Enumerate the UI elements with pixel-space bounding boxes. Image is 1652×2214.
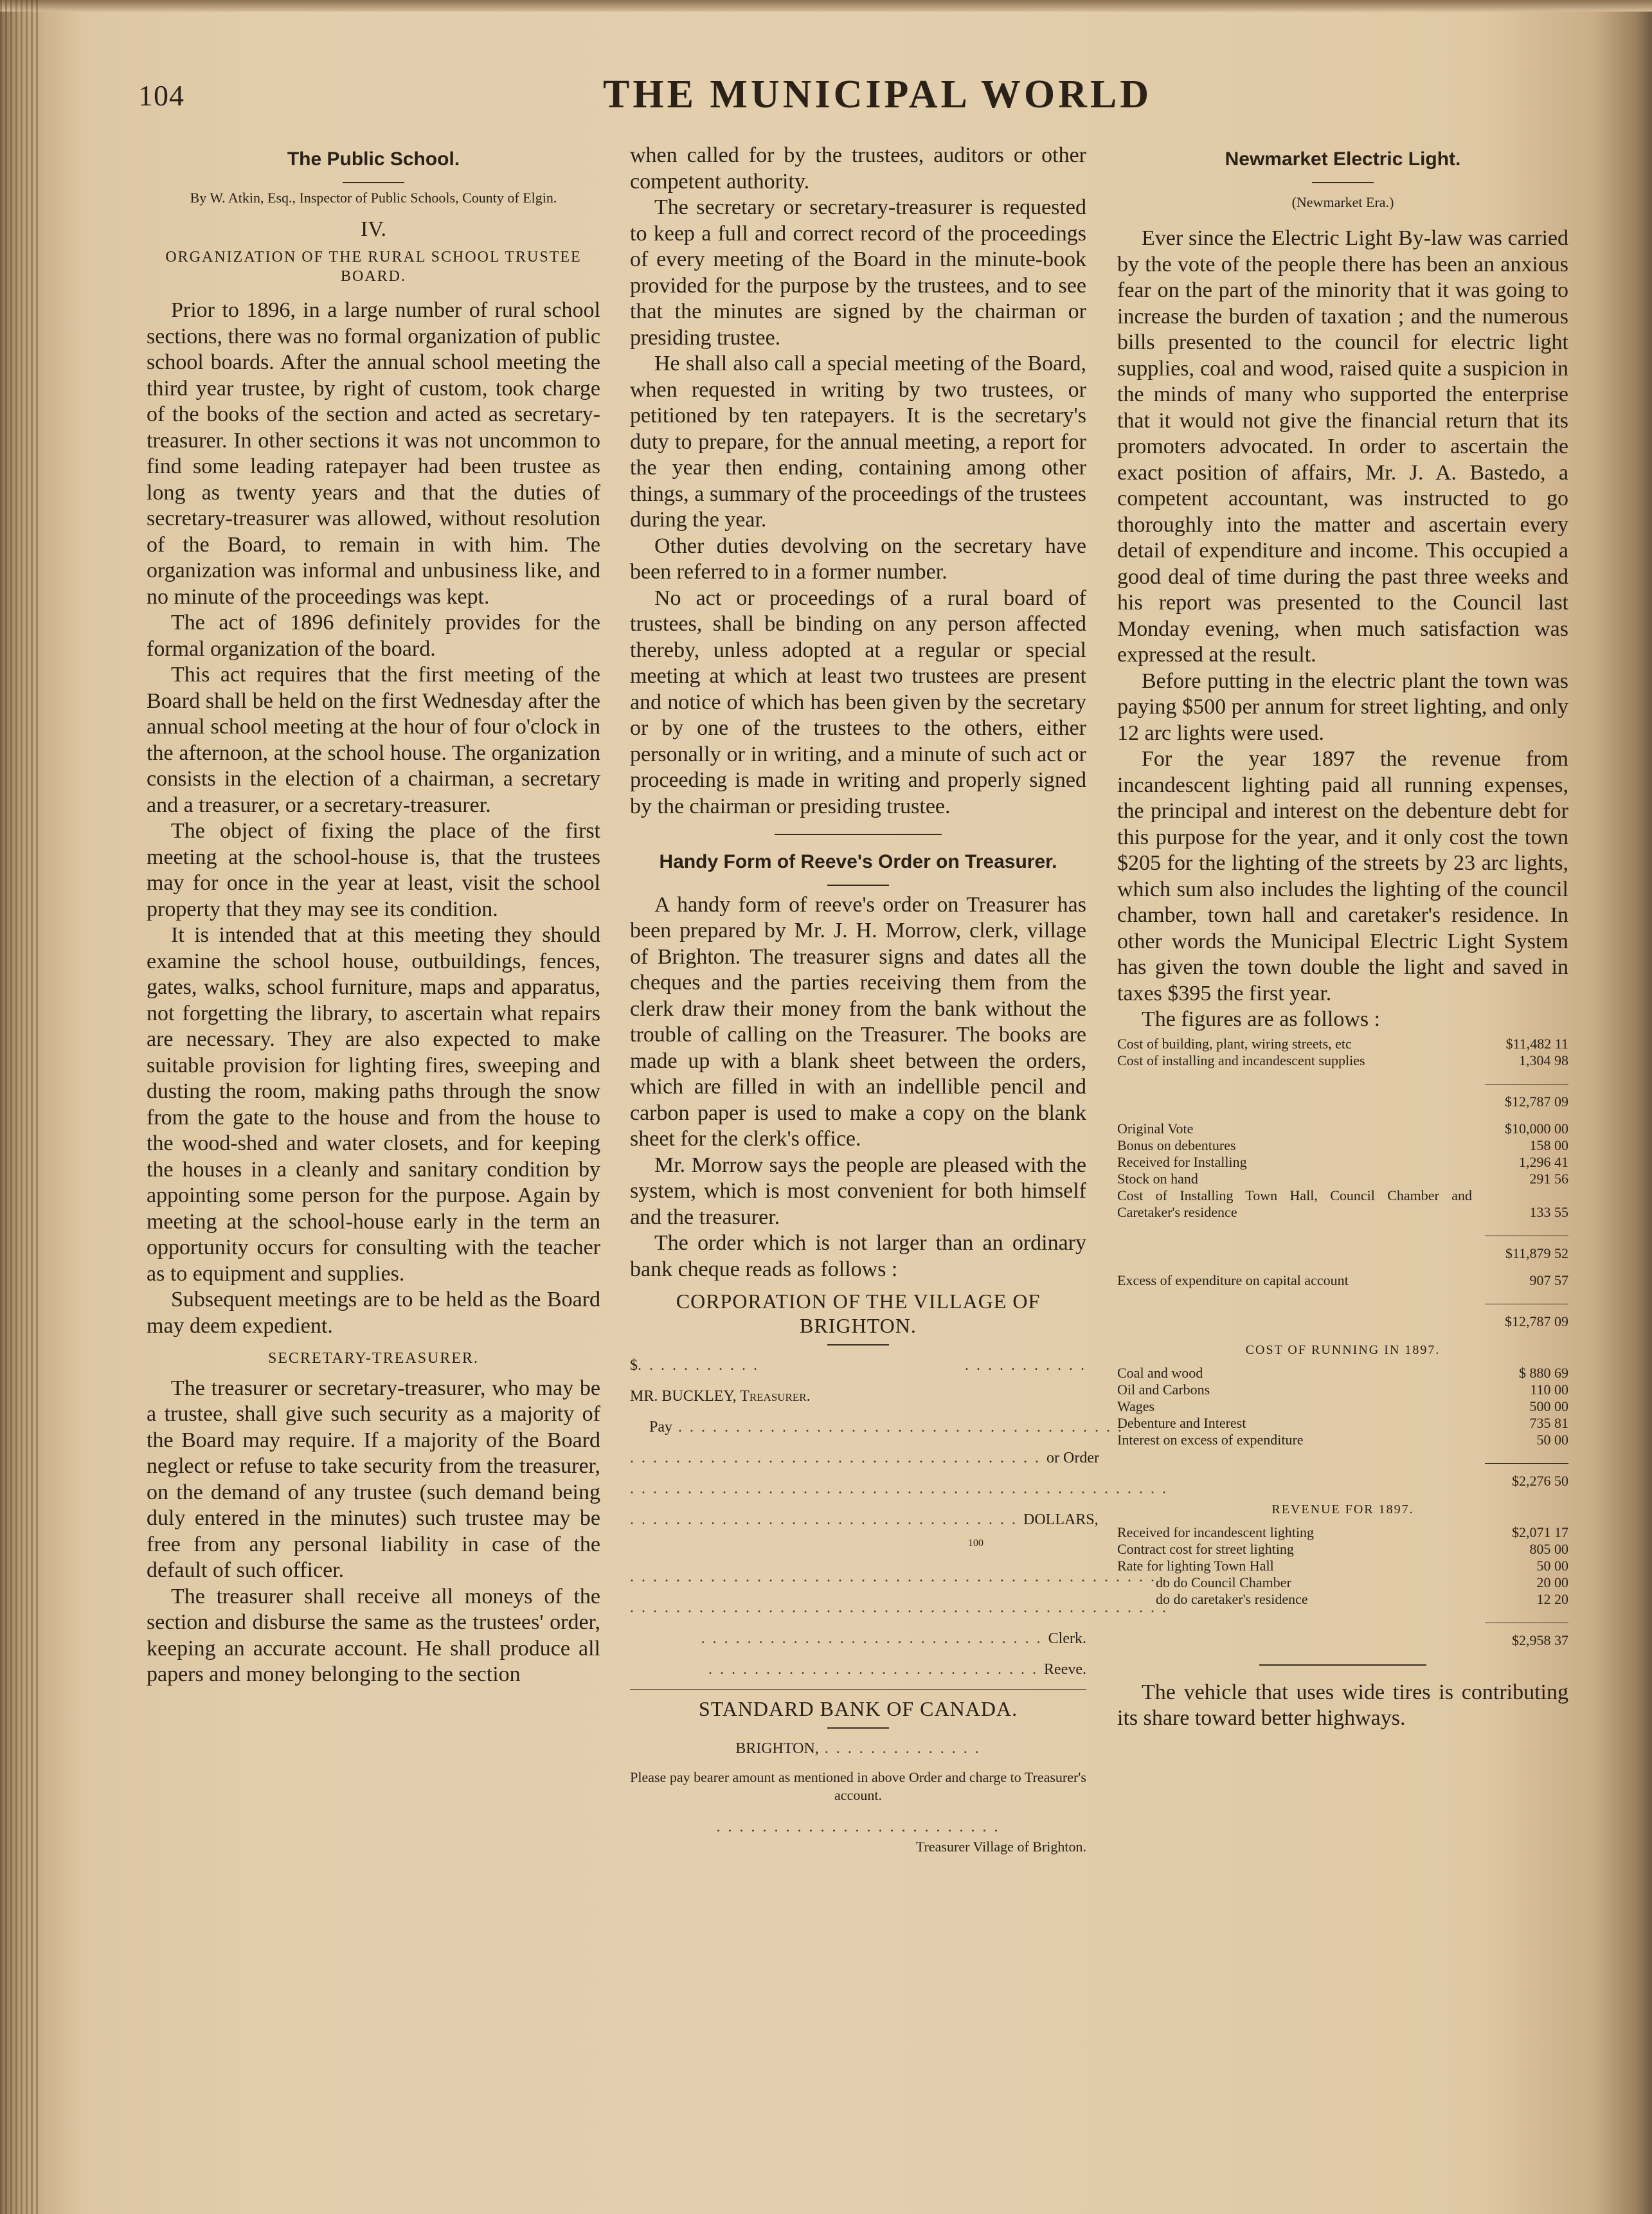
page-header bbox=[138, 72, 1617, 123]
paragraph: Other duties devolving on the secretary have been referred to in a former number. bbox=[630, 534, 1086, 584]
table-row: Oil and Carbons 110 00 bbox=[1117, 1381, 1568, 1398]
excess-table bbox=[1117, 1272, 1568, 1289]
form-hundredths: 100 bbox=[968, 1538, 983, 1549]
paragraph: The act of 1896 definitely provides for the formal organization of the board. bbox=[147, 611, 600, 661]
table-row: Cost of building, plant, wiring streets, etc $11,482 11 bbox=[1117, 1035, 1568, 1052]
form-separator bbox=[630, 1689, 1086, 1690]
byline: By W. Atkin, Esq., Inspector of Public Schools, County of Elgin. bbox=[190, 189, 557, 206]
funding-table bbox=[1117, 1120, 1568, 1221]
paragraph: Prior to 1896, in a large number of rural school sections, there was no formal organization of public school boards. After the annual school meeting the third year trustee, by right of custom, took charge of the books of the section and acted as secretary-treasurer. In other sections it was not uncommon to find some leading ratepayer had been trustee as long as twenty years and that the duties of secretary-treasurer was allowed, without resolution of the Board, to remain in with him. The organization was informal and unbusiness like, and no minute of the proceedings was kept. bbox=[147, 298, 600, 609]
cost-total: $12,787 09 bbox=[1117, 1073, 1568, 1112]
paragraph: The secretary or secretary-treasurer is requested to keep a full and correct record of the proceedings of every meeting of the Board in the minute-book provided for the purpose by the trustees, and to see that the minutes are signed by the chairman or presiding trustee. bbox=[630, 195, 1086, 350]
form-reeve-line: . . . . . . . . . . . . . . . . . . . . . . . . . . . . . Reeve. bbox=[708, 1661, 1086, 1678]
form-addressee: MR. BUCKLEY, Treasurer. bbox=[630, 1388, 811, 1405]
form-blank-line: . . . . . . . . . . . . . . . . . . . . . . . . . . . . . . . . . . . . . . . . . . . . . . . bbox=[630, 1568, 1168, 1585]
table-row: do do caretaker's residence 12 20 bbox=[1156, 1590, 1568, 1607]
table-row: Coal and wood $ 880 69 bbox=[1117, 1364, 1568, 1381]
form-signature: Treasurer Village of Brighton. bbox=[915, 1838, 1086, 1855]
paragraph: A handy form of reeve's order on Treasurer has been prepared by Mr. J. H. Morrow, clerk, village of Brighton. The treasurer signs and dates all the cheques and the parties receiving them from the clerk draw their money from the bank without the trouble of calling on the Treasurer. The books are made up with a blank sheet between the orders, which are filled in with an indellible pencil and carbon paper is used to make a copy on the blank sheet for the clerk's office. bbox=[630, 892, 1086, 1151]
table-row: Wages 500 00 bbox=[1117, 1398, 1568, 1414]
running-cost-table bbox=[1117, 1365, 1568, 1448]
table-row: Contract cost for street lighting 805 00 bbox=[1117, 1540, 1568, 1557]
book-spine bbox=[0, 0, 39, 2214]
form-signature-dots: . . . . . . . . . . . . . . . . . . . . . . . . . bbox=[716, 1818, 1000, 1835]
form-blank-line: . . . . . . . . . . . . . . . . . . . . . . . . . . . . . . . . . . . . . . . . . . . . . . . bbox=[630, 1599, 1168, 1616]
table-row: Rate for lighting Town Hall 50 00 bbox=[1117, 1557, 1568, 1574]
paragraph: when called for by the trustees, auditors or other competent authority. bbox=[630, 143, 1086, 194]
paragraph: Before putting in the electric plant the town was paying $500 per annum for street lighting, and only 12 arc lights were used. bbox=[1117, 669, 1568, 745]
form-instruction: Please pay bearer amount as mentioned in above Order and charge to Treasurer's account. bbox=[630, 1769, 1086, 1803]
paragraph: For the year 1897 the revenue from incandescent lighting paid all running expenses, the principal and interest on the debenture debt for this purpose for the year, and it only cost the town $205 for the lighting of the streets by 23 arc lights, which sum also includes the lighting of the council chamber, town hall and caretaker's residence. In other words the Municipal Electric Light System has given the town double the light and saved in taxes $395 the first year. bbox=[1117, 747, 1568, 1005]
divider bbox=[775, 834, 942, 835]
running-total: $2,276 50 bbox=[1117, 1452, 1568, 1491]
divider bbox=[827, 1727, 889, 1729]
table-row: Interest on excess of expenditure 50 00 bbox=[1117, 1431, 1568, 1448]
masthead: THE MUNICIPAL WORLD bbox=[602, 73, 1152, 116]
form-pay-line: Pay . . . . . . . . . . . . . . . . . . . . . . . . . . . . . . . . . . . . . . . bbox=[649, 1419, 1124, 1436]
paragraph: The treasurer shall receive all moneys of the section and disburse the same as the trustees' order, keeping an accurate account. He shall produce all papers and money belonging to the section bbox=[147, 1584, 600, 1686]
paragraph: It is intended that at this meeting they should examine the school house, outbuildings, fences, gates, walks, school furniture, maps and apparatus, not forgetting the library, to ascertain what repairs are necessary. They are also expected to make suitable provision for lighting fires, sweeping and dusting the room, making paths through the snow from the gate to the house and from the house to the wood-shed and water closets, and for keeping the houses in a cleanly and sanitary condition by appointing some person for the purpose. Again by meeting at the school-house early in the term an opportunity occurs for consulting with the teacher as to equipment and supplies. bbox=[147, 923, 600, 1286]
table-row: Received for incandescent lighting $2,071 17 bbox=[1117, 1524, 1568, 1540]
section-subhead: SECRETARY-TREASURER. bbox=[267, 1350, 480, 1367]
paragraph: Ever since the Electric Light By-law was carried by the vote of the people there has been an anxious fear on the part of the minority that it was going to increase the burden of taxation ; and the numerous bills presented to the council for electric light supplies, coal and wood, raised quite a suspicion in the minds of many who supported the enterprise that it would not give the financial return that its promoters advocated. In order to ascertain the exact position of affairs, Mr. J. A. Bastedo, a competent accountant, was instructed to go thoroughly into the matter and ascertain every detail of expenditure and income. This occupied a good deal of time during the past three weeks and his report was presented to the Council last Monday evening, when much satisfaction was expressed at the result. bbox=[1117, 226, 1568, 667]
table-row: do do Council Chamber 20 00 bbox=[1156, 1574, 1568, 1590]
paragraph: He shall also call a special meeting of the Board, when requested in writing by two trustees, or petitioned by ten ratepayers. It is the secretary's duty to prepare, for the annual meeting, a report for the year then ending, containing among other things, a summary of the proceedings of the trustees during the year. bbox=[630, 352, 1086, 532]
table-row: Excess of expenditure on capital account 907 57 bbox=[1117, 1272, 1568, 1288]
article-title: Handy Form of Reeve's Order on Treasurer. bbox=[659, 851, 1057, 872]
table-row: Stock on hand 291 56 bbox=[1117, 1170, 1568, 1187]
form-place-line: BRIGHTON, . . . . . . . . . . . . . . bbox=[735, 1740, 981, 1757]
paragraph: The figures are as follows : bbox=[1142, 1007, 1381, 1031]
divider bbox=[343, 182, 404, 183]
table-row: Cost of Installing Town Hall, Council Chamber and Caretaker's residence 133 55 bbox=[1117, 1187, 1568, 1220]
page-top-edge bbox=[0, 0, 1652, 12]
form-title: CORPORATION OF THE VILLAGE OF BRIGHTON. bbox=[676, 1290, 1041, 1337]
revenue-table bbox=[1117, 1524, 1568, 1608]
divider bbox=[827, 885, 889, 886]
paragraph: This act requires that the first meeting of the Board shall be held on the first Wednesday after the annual school meeting at the hour of four o'clock in the afternoon, at the school house. The organization consists in the election of a chairman, a secretary and a treasurer, or a secretary-treasurer. bbox=[147, 663, 600, 817]
grand-total: $12,787 09 bbox=[1117, 1293, 1568, 1331]
running-cost-head: COST OF RUNNING IN 1897. bbox=[1245, 1342, 1441, 1357]
paragraph: Mr. Morrow says the people are pleased with the system, which is most convenient for both himself and the treasurer. bbox=[630, 1153, 1086, 1229]
form-amount-line: $. . . . . . . . . . . . . . . . . . . . . . bbox=[630, 1357, 1086, 1374]
paragraph: The object of fixing the place of the first meeting at the school-house is, that the trustees may for once in the year at least, visit the school property that they may see its condition. bbox=[147, 819, 600, 921]
table-row: Received for Installing 1,296 41 bbox=[1117, 1153, 1568, 1170]
table-row: Debenture and Interest 735 81 bbox=[1117, 1414, 1568, 1431]
divider bbox=[1312, 182, 1374, 183]
page-number: 104 bbox=[138, 79, 184, 112]
form-clerk-line: . . . . . . . . . . . . . . . . . . . . . . . . . . . . . . Clerk. bbox=[701, 1630, 1086, 1647]
paragraph: The order which is not larger than an ordinary bank cheque reads as follows : bbox=[630, 1231, 1086, 1281]
funding-total: $11,879 52 bbox=[1117, 1225, 1568, 1263]
table-row: Bonus on debentures 158 00 bbox=[1117, 1137, 1568, 1153]
reeve-order-form bbox=[630, 1289, 1168, 1856]
column-1 bbox=[147, 143, 600, 1688]
paragraph: The treasurer or secretary-treasurer, who may be a trustee, shall give such security as a majority of the Board may require. If a majority of the Board neglect or refuse to take security from the treasurer, on the demand of any trustee (such demand being duly entered in the minutes) such trustee may be free from any personal liability in case of the default of such officer. bbox=[147, 1376, 600, 1582]
divider bbox=[827, 1344, 889, 1346]
revenue-total: $2,958 37 bbox=[1117, 1612, 1568, 1650]
paragraph: The vehicle that uses wide tires is contributing its share toward better highways. bbox=[1117, 1680, 1568, 1730]
article-title: The Public School. bbox=[287, 148, 460, 170]
part-numeral: IV. bbox=[361, 217, 386, 241]
column-2 bbox=[630, 143, 1168, 1862]
divider bbox=[1259, 1664, 1426, 1666]
paragraph: No act or proceedings of a rural board of trustees, shall be binding on any person affected thereby, unless adopted at a regular or special meeting at which at least two trustees are present and notice of which has been given by the secretary or by one of the trustees to the others, either personally or in writing, and a minute of such act or proceeding is made in writing and properly signed by the chairman or presiding trustee. bbox=[630, 586, 1086, 818]
table-row: Original Vote $10,000 00 bbox=[1117, 1120, 1568, 1137]
paragraph: Subsequent meetings are to be held as the Board may deem expedient. bbox=[147, 1288, 600, 1338]
cost-table bbox=[1117, 1036, 1568, 1069]
article-title: Newmarket Electric Light. bbox=[1225, 148, 1461, 170]
bank-name: STANDARD BANK OF CANADA. bbox=[698, 1697, 1018, 1720]
form-dollars-line: . . . . . . . . . . . . . . . . . . . . . . . . . . . . . . . . . . DOLLARS, bbox=[630, 1511, 1099, 1528]
section-subhead: ORGANIZATION OF THE RURAL SCHOOL TRUSTEE BOARD. bbox=[165, 249, 582, 285]
article-source: (Newmarket Era.) bbox=[1291, 194, 1394, 210]
revenue-head: REVENUE FOR 1897. bbox=[1271, 1502, 1414, 1516]
table-row: Cost of installing and incandescent supplies 1,304 98 bbox=[1117, 1052, 1568, 1068]
form-blank-line: . . . . . . . . . . . . . . . . . . . . . . . . . . . . . . . . . . . . . . . . . . . . . . . bbox=[630, 1480, 1168, 1497]
column-3 bbox=[1117, 143, 1568, 1732]
form-order-line: . . . . . . . . . . . . . . . . . . . . . . . . . . . . . . . . . . . . or Order bbox=[630, 1450, 1099, 1466]
financial-statement bbox=[1117, 1036, 1568, 1650]
